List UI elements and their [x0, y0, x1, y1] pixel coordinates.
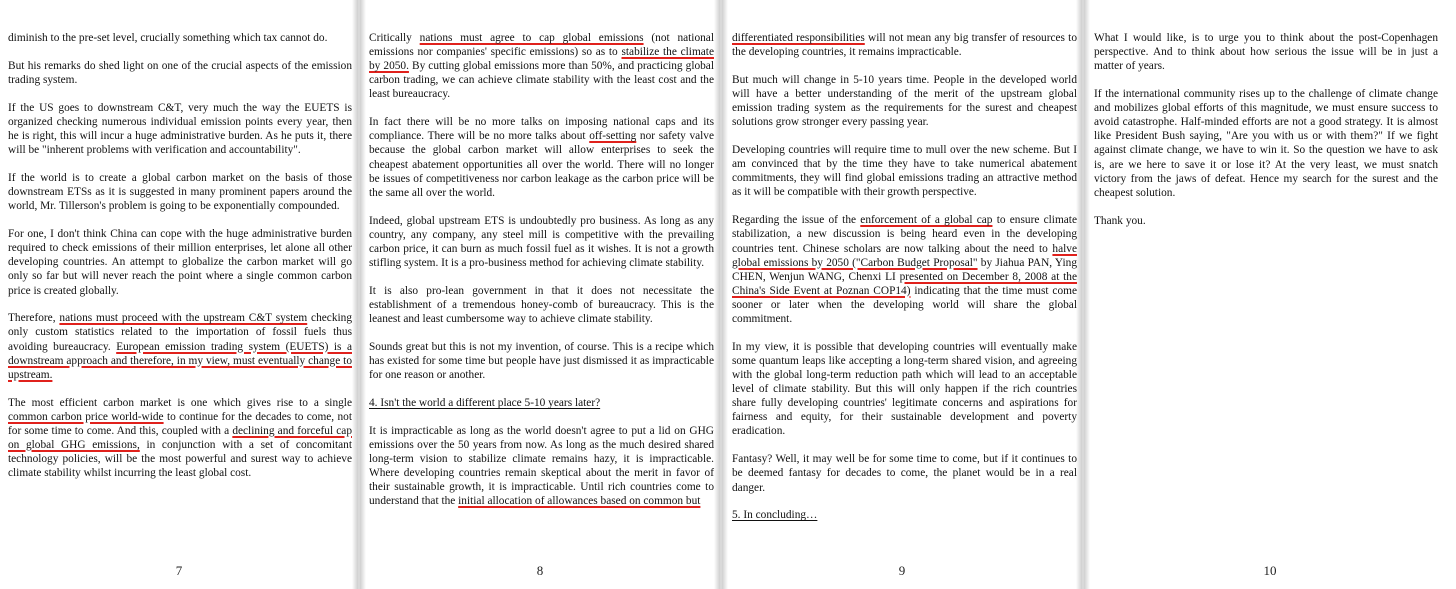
highlighted-phrase: European emission trading system (EUETS) is a downstream approach and therefore, in my view, must eventually change to upstream. — [8, 340, 352, 381]
page-text — [369, 31, 714, 522]
text-run: Thank you. — [1094, 214, 1146, 227]
highlighted-phrase: stabilize the climate by 2050. — [369, 46, 714, 73]
paragraph — [369, 31, 714, 101]
highlighted-phrase: nations must agree to cap global emissions — [419, 32, 644, 44]
paragraph — [1094, 87, 1438, 200]
paragraph — [8, 227, 352, 297]
paragraph — [8, 171, 352, 213]
text-run: In fact there will be no more talks on imposing national caps and its compliance. There will be no more talks about — [369, 116, 714, 143]
paragraph — [369, 284, 714, 326]
text-run: checking only custom statistics related to the importation of fossil fuels thus avoiding bureaucracy. — [8, 312, 353, 353]
paragraph — [369, 214, 714, 270]
text-run: indicating that the time must come sooner or later when the developing world will share the global commitment. — [732, 284, 1077, 325]
page-shadow — [1084, 0, 1090, 589]
page-shadow — [352, 0, 358, 589]
page-number: 10 — [1263, 563, 1277, 578]
paragraph — [8, 396, 352, 481]
paragraph — [369, 115, 714, 200]
paragraph — [1094, 214, 1438, 228]
highlighted-phrase: off-setting — [589, 130, 637, 143]
text-run: Sounds great but this is not my invention, of course. This is a recipe which has existed for some time but people have just dismissed it as impracticable for one reason or another. — [369, 340, 714, 382]
page-shadow — [722, 0, 728, 589]
text-run: If the world is to create a global carbon market on the basis of those downstream ETSs as it is suggested in many prominent papers around the world, Mr. Tillerson's problem is going to be exponentially compounded. — [8, 172, 352, 213]
text-run: Regarding the issue of the — [732, 214, 861, 227]
text-run: to ensure climate stabilization, a new discussion is being heard even in the developing countries tent. Chinese scholars are now talking about the need to — [732, 214, 1077, 255]
page-9 — [722, 0, 1082, 589]
highlighted-phrase: presented on December 8, 2008 at the China's Side Event at Poznan COP14) — [732, 270, 1078, 297]
paragraph — [732, 213, 1077, 326]
page-shadow — [714, 0, 720, 589]
text-run: If the international community rises up to the challenge of climate change and mobilizes global efforts of this magnitude, we must ensure success to avoid catastrophe. Half-minded efforts are not a good strategy. It is almost like President Bush saying, "Are you with us or with them?" If we fight against climate change, we have to win it. So the question we have to ask is, are we here to save it or lose it? At the very least, we must snatch victory from the jaws of defeat. Hence my search for the surest and the cheapest solution. — [1094, 88, 1438, 199]
page-text — [8, 31, 352, 494]
text-run: by Jiahua PAN, Ying CHEN, Wenjun WANG, Chenxi LI — [732, 256, 1077, 283]
page-shadow — [360, 0, 366, 589]
text-run: in conjunction with a set of concomitant technology policies, will be the most powerful and surest way to achieve climate stability whilst incurring the least global cost. — [8, 438, 352, 480]
paragraph — [732, 73, 1077, 129]
highlighted-phrase: halve global emissions by 2050 ("Carbon Budget Proposal" — [732, 242, 1077, 269]
paragraph — [732, 31, 1077, 59]
text-run: Indeed, global upstream ETS is undoubtedly pro business. As long as any country, any company, any steel mill is competitive with the prevailing carbon price, it can burn as much fossil fuel as it wishes. It is not a growth stifling system. It is a pro-business method for achieving climate stability. — [369, 214, 714, 269]
page-number: 9 — [898, 563, 906, 578]
text-run: It is also pro-lean government in that it does not necessitate the establishment of a tremendous honey-comb of bureaucracy. This is the leanest and least cumbersome way to achieve climate stability. — [369, 284, 714, 325]
highlighted-phrase: differentiated responsibilities — [732, 32, 865, 44]
paragraph — [369, 424, 714, 509]
text-run: diminish to the pre-set level, crucially something which tax cannot do. — [8, 32, 328, 44]
highlighted-phrase: initial allocation of allowances based on common but — [458, 495, 701, 508]
paragraph — [1094, 31, 1438, 73]
text-run: It is impracticable as long as the world doesn't agree to put a lid on GHG emissions over the 50 years from now. As long as the much desired shared long-term vision to stabilize climate remains hazy, it is impracticable. Where developing countries remain skeptical about the merit in favor of their sustainable growth, it is impracticable. Until rich countries come to understand that the — [369, 424, 714, 508]
heading-text: 5. In concluding… — [732, 509, 818, 522]
text-run: In my view, it is possible that developing countries will eventually make some quantum leaps like accepting a long-term shared vision, and agreeing with the global long-term reduction path which will lead to an acceptable level of climate stability. But this will only happen if the rich countries share fully developing countries' legitimate concerns and aspirations for fairness and equity, for their sustainable development and poverty eradication. — [732, 340, 1077, 438]
text-run: Developing countries will require time to mull over the new scheme. But I am convinced that by the time they have to take numerical abatement commitments, they will find global emissions trading an attractive method as it will be compatible with their growth perspective. — [732, 144, 1077, 199]
text-run: What I would like, is to urge you to think about the post-Copenhagen perspective. And to think about how serious the issue will be in just a matter of years. — [1094, 32, 1438, 73]
page-10 — [1084, 0, 1456, 589]
paragraph — [732, 452, 1077, 494]
highlighted-phrase: common carbon price world-wide — [8, 410, 164, 423]
text-run: nor safety valve because the global carbon market will allow enterprises to seek the cheapest abatement opportunities all over the world. There will no longer be issues of competitiveness nor carbon leakage as the carbon price will be the same all over the world. — [369, 130, 715, 199]
text-run: If the US goes to downstream C&T, very much the way the EUETS is organized checking numerous individual emission points every year, then he is right, this will incur a huge administrative burden. As he puts it, there will be "inherent problems with verification and accountability". — [8, 101, 352, 157]
text-run: But his remarks do shed light on one of the crucial aspects of the emission trading system. — [8, 59, 352, 86]
highlighted-phrase: nations must proceed with the upstream C&T system — [59, 312, 308, 325]
page-text — [1094, 31, 1438, 242]
section-heading — [369, 396, 714, 410]
text-run: Fantasy? Well, it may well be for some time to come, but if it continues to be deemed fantasy for decades to come, the planet would be in a real danger. — [732, 453, 1077, 494]
text-run: Critically — [369, 32, 420, 44]
text-run: But much will change in 5-10 years time. People in the developed world will have a better understanding of the merit of the upstream global emission trading system as the requirements for the surest and cheapest solutions grow stronger every passing year. — [732, 73, 1077, 129]
paragraph — [8, 101, 352, 157]
text-run: will not mean any big transfer of resources to the developing countries, it remains impracticable. — [732, 32, 1077, 59]
highlighted-phrase: declining and forceful cap on global GHG emissions, — [8, 424, 352, 451]
page-text — [732, 31, 1077, 536]
page-8 — [360, 0, 720, 589]
text-run: (not national emissions nor companies' specific emissions) so as to — [369, 32, 714, 59]
highlighted-phrase: enforcement of a global cap — [860, 214, 993, 227]
section-heading — [732, 508, 1077, 522]
paragraph — [8, 311, 352, 381]
page-number: 7 — [175, 563, 183, 578]
paragraph — [732, 340, 1077, 439]
text-run: The most efficient carbon market is one which gives rise to a single — [8, 396, 352, 409]
paragraph — [369, 340, 714, 382]
text-run: to continue for the decades to come, not for some time to come. And this, coupled with a — [8, 410, 352, 437]
text-run: For one, I don't think China can cope with the huge administrative burden required to check emissions of their million enterprises, let alone all other developing countries. An attempt to globalize the carbon market will go only so far but will never reach the point where a single common carbon price is created globally. — [8, 228, 352, 297]
page-number: 8 — [536, 563, 544, 578]
paragraph — [8, 59, 352, 87]
page-7 — [0, 0, 358, 589]
heading-text: 4. Isn't the world a different place 5-10 years later? — [369, 396, 601, 409]
paragraph — [732, 143, 1077, 199]
text-run: Therefore, — [8, 312, 60, 325]
text-run: By cutting global emissions more than 50%, and practicing global carbon trading, we can achieve climate stability with the least cost and the least bureaucracy. — [369, 60, 714, 101]
paragraph — [8, 31, 352, 45]
